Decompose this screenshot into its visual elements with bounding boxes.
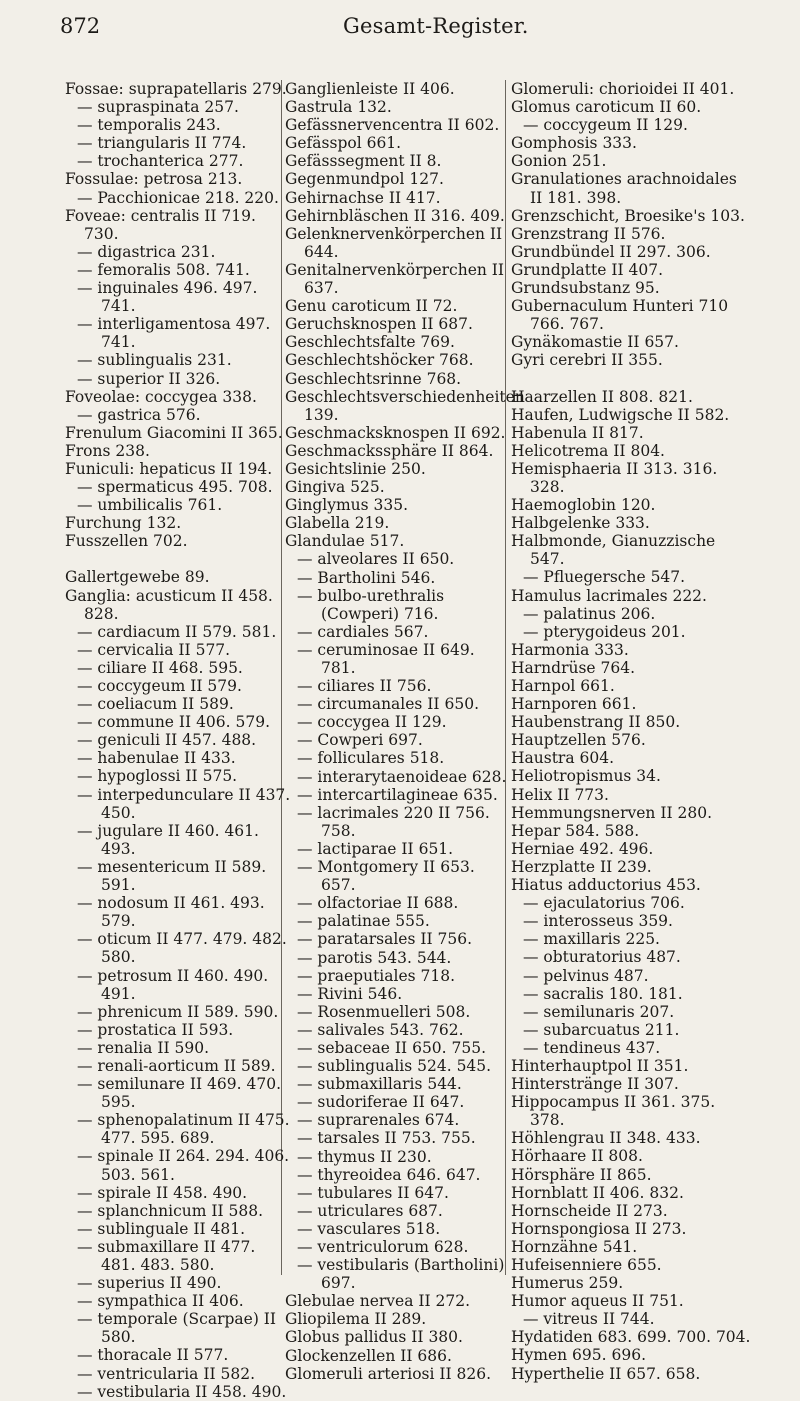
index-subentry: — commune II 406. 579. <box>77 713 271 732</box>
index-subentry: — lactiparae II 651. <box>297 839 454 858</box>
index-column-2 <box>285 80 525 1383</box>
index-subentry: — temporalis 243. <box>77 116 221 135</box>
index-subentry: — hypoglossi II 575. <box>77 767 238 786</box>
index-subentry: — prostatica II 593. <box>77 1020 234 1039</box>
index-entry: Geschlechtshöcker 768. <box>285 351 474 370</box>
index-subentry: — olfactoriae II 688. <box>297 894 459 913</box>
index-entry: Hippocampus II 361. 375. 378. <box>511 1093 716 1130</box>
page-header <box>60 8 790 48</box>
index-subentry: — pterygoideus 201. <box>523 622 686 641</box>
index-subentry: — folliculares 518. <box>297 749 445 768</box>
index-subentry: — digastrica 231. <box>77 242 216 261</box>
index-entry: Hydatiden 683. 699. 700. 704. <box>511 1328 751 1347</box>
index-entry: Haustra 604. <box>511 749 615 768</box>
index-subentry: — nodosum II 461. 493. 579. <box>77 894 265 931</box>
index-entry: Haufen, Ludwigsche II 582. <box>511 405 730 424</box>
index-subentry: — trochanterica 277. <box>77 152 244 171</box>
index-subentry: — semilunaris 207. <box>523 1002 675 1021</box>
index-subentry: — petrosum II 460. 490. 491. <box>77 966 269 1003</box>
index-subentry: — sudoriferae II 647. <box>297 1093 465 1112</box>
index-subentry: — utriculares 687. <box>297 1201 443 1220</box>
index-entry: Gefässsegment II 8. <box>285 152 442 171</box>
index-subentry: — triangularis II 774. <box>77 134 247 153</box>
index-subentry: — circumanales II 650. <box>297 695 479 714</box>
index-subentry: — renalia II 590. <box>77 1038 209 1057</box>
index-subentry: — praeputiales 718. <box>297 966 456 985</box>
index-entry: Ginglymus 335. <box>285 496 409 515</box>
index-entry: Glandulae 517. <box>285 532 405 551</box>
index-subentry: — cardiacum II 579. 581. <box>77 622 277 641</box>
index-entry: Hornscheide II 273. <box>511 1201 668 1220</box>
index-subentry: — pelvinus 487. <box>523 966 649 985</box>
index-entry: Geschlechtsfalte 769. <box>285 333 455 352</box>
index-subentry: — spirale II 458. 490. <box>77 1183 248 1202</box>
index-subentry: — Rosenmuelleri 508. <box>297 1002 471 1021</box>
index-subentry: — vitreus II 744. <box>523 1310 655 1329</box>
index-subentry: — ciliares II 756. <box>297 677 432 696</box>
index-subentry: — cardiales 567. <box>297 622 429 641</box>
index-subentry: — habenulae II 433. <box>77 749 236 768</box>
index-subentry: — oticum II 477. 479. 482. 580. <box>77 930 287 967</box>
index-entry: Gastrula 132. <box>285 98 392 117</box>
index-entry: Globus pallidus II 380. <box>285 1328 463 1347</box>
running-head: Gesamt-Register. <box>343 14 529 38</box>
index-entry: Hymen 695. 696. <box>511 1346 647 1365</box>
index-entry: Hufeisenniere 655. <box>511 1256 662 1274</box>
index-entry: Herniae 492. 496. <box>511 839 654 858</box>
index-entry: Hepar 584. 588. <box>511 821 640 840</box>
index-entry: Fossulae: petrosa 213. <box>65 170 243 189</box>
index-subentry: — submaxillaris 544. <box>297 1075 462 1094</box>
index-entry: Humerus 259. <box>511 1274 624 1293</box>
index-subentry: — jugulare II 460. 461. 493. <box>77 821 259 858</box>
index-entry: Fossae: suprapatellaris 279. <box>65 80 287 98</box>
index-subentry: — parotis 543. 544. <box>297 948 452 967</box>
index-entry: Glockenzellen II 686. <box>285 1346 452 1365</box>
index-subentry: — vestibularis (Bartholini) 697. <box>297 1256 505 1293</box>
index-entry: Harndrüse 764. <box>511 658 636 677</box>
index-entry: Hornzähne 541. <box>511 1237 638 1256</box>
index-subentry: — splanchnicum II 588. <box>77 1201 264 1220</box>
index-subentry: — submaxillare II 477. 481. 483. 580. <box>77 1237 256 1274</box>
index-subentry: — vasculares 518. <box>297 1219 441 1238</box>
index-entry: Geschlechtsverschiedenheiten 139. <box>285 387 525 424</box>
index-subentry: — thyreoidea 646. 647. <box>297 1165 481 1184</box>
index-subentry: — temporale (Scarpae) II 580. <box>77 1310 277 1347</box>
index-subentry: — lacrimales 220 II 756. 758. <box>297 803 490 840</box>
index-entry: Fusszellen 702. <box>65 532 188 551</box>
index-subentry: — cervicalia II 577. <box>77 640 231 659</box>
index-subentry: — umbilicalis 761. <box>77 496 223 515</box>
index-subentry: — salivales 543. 762. <box>297 1020 464 1039</box>
index-entry: Harnporen 661. <box>511 695 637 714</box>
index-entry: Halbgelenke 333. <box>511 514 650 533</box>
index-entry: Hornblatt II 406. 832. <box>511 1183 684 1202</box>
index-subentry: — sacralis 180. 181. <box>523 984 683 1003</box>
index-subentry: — sphenopalatinum II 475. 477. 595. 689. <box>77 1111 290 1148</box>
index-entry: Gegenmundpol 127. <box>285 170 444 189</box>
index-entry: Geschlechtsrinne 768. <box>285 369 462 388</box>
index-entry: Gomphosis 333. <box>511 134 637 153</box>
index-entry: Harnpol 661. <box>511 677 615 695</box>
index-subentry: — renali-aorticum II 589. <box>77 1056 276 1075</box>
index-entry: Gehirnachse II 417. <box>285 188 441 207</box>
index-entry: Heliotropismus 34. <box>511 767 661 786</box>
index-entry: Gesichtslinie 250. <box>285 459 426 478</box>
index-entry: Gubernaculum Hunteri 710 766. 767. <box>511 297 729 334</box>
index-column-3 <box>511 80 751 1383</box>
index-subentry: — Rivini 546. <box>297 984 403 1003</box>
index-subentry: — ejaculatorius 706. <box>523 894 685 913</box>
index-subentry: — supraspinata 257. <box>77 98 239 117</box>
index-subentry: — tarsales II 753. 755. <box>297 1129 476 1148</box>
index-entry: Genitalnervenkörperchen II 637. <box>285 260 505 298</box>
index-subentry: — suprarenales 674. <box>297 1111 460 1130</box>
index-entry: Gynäkomastie II 657. <box>511 333 679 352</box>
index-entry: Hauptzellen 576. <box>511 731 646 750</box>
index-subentry: — spermaticus 495. 708. <box>77 478 273 497</box>
index-entry: Glebulae nervea II 272. <box>285 1292 471 1311</box>
index-subentry: — spinale II 264. 294. 406. 503. 561. <box>77 1147 290 1184</box>
index-entry: Hörsphäre II 865. <box>511 1165 652 1184</box>
index-entry: Grundsubstanz 95. <box>511 279 660 298</box>
index-subentry: — interosseus 359. <box>523 912 673 931</box>
index-subentry: — Pfluegersche 547. <box>523 568 686 587</box>
index-subentry: — sublingualis 524. 545. <box>297 1057 492 1076</box>
index-entry: Harmonia 333. <box>511 640 629 659</box>
index-subentry: — ventriculorum 628. <box>297 1238 469 1256</box>
index-entry: Hemmungsnerven II 280. <box>511 803 713 822</box>
index-entry: Glabella 219. <box>285 514 390 533</box>
index-entry: Glomus caroticum II 60. <box>511 98 702 117</box>
index-entry: Ganglienleiste II 406. <box>285 80 455 98</box>
index-subentry: — vestibularia II 458. 490. <box>77 1382 287 1401</box>
index-entry: Herzplatte II 239. <box>511 857 652 876</box>
index-entry: Helicotrema II 804. <box>511 441 665 460</box>
index-subentry: — interpedunculare II 437. 450. <box>77 785 291 822</box>
index-entry: Geschmackssphäre II 864. <box>285 441 494 460</box>
index-entry: Geschmacksknospen II 692. <box>285 423 506 442</box>
index-subentry: — coccygea II 129. <box>297 713 447 732</box>
index-subentry: — gastrica 576. <box>77 405 201 424</box>
index-entry: Haemoglobin 120. <box>511 496 656 515</box>
index-entry: Humor aqueus II 751. <box>511 1292 684 1311</box>
index-subentry: — thoracale II 577. <box>77 1346 229 1365</box>
index-entry: Funiculi: hepaticus II 194. <box>65 459 273 478</box>
index-entry: Hemisphaeria II 313. 316. 328. <box>511 459 718 496</box>
index-subentry: — sebaceae II 650. 755. <box>297 1038 487 1057</box>
index-subentry: — coeliacum II 589. <box>77 695 234 714</box>
index-entry: Furchung 132. <box>65 514 182 533</box>
index-entry: Habenula II 817. <box>511 423 644 442</box>
index-entry: Hörhaare II 808. <box>511 1147 643 1166</box>
index-subentry: — femoralis 508. 741. <box>77 260 250 279</box>
index-subentry: — mesentericum II 589. 591. <box>77 857 267 895</box>
index-subentry: — alveolares II 650. <box>297 550 455 569</box>
index-subentry: — Montgomery II 653. 657. <box>297 858 475 895</box>
index-entry: Gingiva 525. <box>285 478 385 497</box>
index-entry: Hamulus lacrimales 222. <box>511 586 707 605</box>
index-subentry: — sympathica II 406. <box>77 1292 244 1311</box>
index-subentry: — tubulares II 647. <box>297 1183 449 1202</box>
index-subentry: — ciliare II 468. 595. <box>77 658 243 677</box>
index-entry: Frons 238. <box>65 441 150 460</box>
index-subentry: — intercartilagineae 635. <box>297 785 498 804</box>
index-subentry: — interarytaenoideae 628. <box>297 767 507 786</box>
index-subentry: — superior II 326. <box>77 369 221 388</box>
index-entry: Geruchsknospen II 687. <box>285 315 473 334</box>
index-subentry: — obturatorius 487. <box>523 948 681 967</box>
index-entry: Glomeruli arteriosi II 826. <box>285 1364 492 1383</box>
index-entry: Frenulum Giacomini II 365. <box>65 423 283 442</box>
index-entry: Grundplatte II 407. <box>511 260 664 279</box>
index-column-1 <box>65 80 293 1401</box>
page-number: 872 <box>60 14 101 38</box>
index-subentry: — coccygeum II 579. <box>77 677 242 695</box>
index-subentry: — geniculi II 457. 488. <box>77 731 257 750</box>
index-entry: Glomeruli: chorioidei II 401. <box>511 80 735 98</box>
index-entry: Grenzschicht, Broesike's 103. <box>511 206 745 225</box>
index-entry: Hyperthelie II 657. 658. <box>511 1364 701 1383</box>
index-entry: Hinterhauptpol II 351. <box>511 1056 689 1075</box>
index-entry: Hinterstränge II 307. <box>511 1075 679 1094</box>
index-entry: Gallertgewebe 89. <box>65 568 210 587</box>
index-subentry: — superius II 490. <box>77 1274 222 1293</box>
index-subentry: — thymus II 230. <box>297 1147 432 1166</box>
index-subentry: — maxillaris 225. <box>523 930 660 949</box>
index-entry: Höhlengrau II 348. 433. <box>511 1129 701 1148</box>
index-subentry: — bulbo-urethralis (Cowperi) 716. <box>297 586 445 623</box>
index-entry: Foveae: centralis II 719. 730. <box>65 206 256 243</box>
index-entry: Gelenknervenkörperchen II 644. <box>285 224 503 261</box>
index-entry: Haarzellen II 808. 821. <box>511 387 693 406</box>
index-entry: Gefässpol 661. <box>285 134 402 153</box>
index-subentry: — inguinales 496. 497. 741. <box>77 279 258 316</box>
index-entry: Grenzstrang II 576. <box>511 224 666 243</box>
index-entry: Gliopilema II 289. <box>285 1310 427 1329</box>
index-subentry: — sublingualis 231. <box>77 351 232 370</box>
index-entry: Gefässnervencentra II 602. <box>285 116 500 135</box>
index-entry: Gehirnbläschen II 316. 409. <box>285 206 505 225</box>
index-columns <box>65 80 785 1401</box>
index-entry: Foveolae: coccygea 338. <box>65 387 257 406</box>
index-entry: Granulationes arachnoidales II 181. 398. <box>511 170 737 207</box>
index-subentry: — palatinus 206. <box>523 604 656 623</box>
index-entry: Gonion 251. <box>511 152 607 171</box>
index-entry: Halbmonde, Gianuzzische 547. <box>511 532 716 569</box>
index-subentry: — subarcuatus 211. <box>523 1020 680 1039</box>
index-subentry: — Pacchionicae 218. 220. <box>77 188 279 207</box>
index-subentry: — coccygeum II 129. <box>523 116 688 135</box>
index-subentry: — ceruminosae II 649. 781. <box>297 640 475 677</box>
index-subentry: — semilunare II 469. 470. 595. <box>77 1075 282 1112</box>
index-entry: Hornspongiosa II 273. <box>511 1219 687 1238</box>
index-entry: Helix II 773. <box>511 785 609 804</box>
index-subentry: — ventricularia II 582. <box>77 1364 256 1383</box>
index-entry: Genu caroticum II 72. <box>285 297 458 316</box>
index-entry: Hiatus adductorius 453. <box>511 876 701 895</box>
index-subentry: — paratarsales II 756. <box>297 930 473 949</box>
index-entry: Ganglia: acusticum II 458. 828. <box>65 586 273 623</box>
index-entry: Haubenstrang II 850. <box>511 713 681 732</box>
index-subentry: — Cowperi 697. <box>297 731 423 750</box>
index-subentry: — Bartholini 546. <box>297 568 436 587</box>
index-subentry: — palatinae 555. <box>297 912 430 931</box>
index-entry: Grundbündel II 297. 306. <box>511 242 711 261</box>
index-subentry: — tendineus 437. <box>523 1038 661 1057</box>
index-subentry: — phrenicum II 589. 590. <box>77 1002 279 1021</box>
index-subentry: — sublinguale II 481. <box>77 1219 246 1238</box>
index-subentry: — interligamentosa 497. 741. <box>77 315 271 352</box>
index-entry: Gyri cerebri II 355. <box>511 351 663 370</box>
